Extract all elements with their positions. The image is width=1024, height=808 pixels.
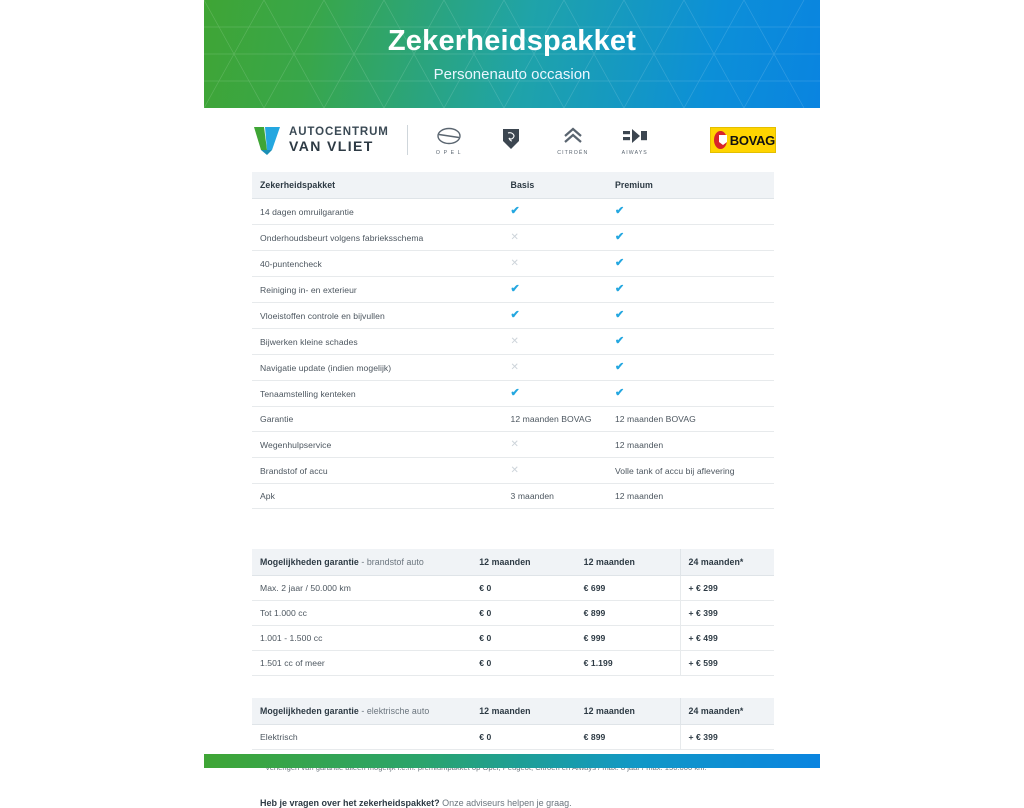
brand-divider <box>407 125 408 155</box>
check-icon: ✔ <box>510 205 520 217</box>
header-basis: Basis <box>503 172 607 199</box>
check-icon: ✔ <box>614 231 625 243</box>
fuel-title-light: - brandstof auto <box>358 556 424 567</box>
check-icon: ✔ <box>614 205 625 217</box>
cross-icon: ✕ <box>510 336 519 347</box>
cell-premium <box>607 251 774 277</box>
header-banner <box>204 0 820 108</box>
cell-premium <box>607 329 774 355</box>
header-feature: Zekerheidspakket <box>252 172 503 199</box>
table-header-row <box>252 172 774 199</box>
cell-label: Tot 1.000 cc <box>252 600 471 625</box>
header-electric-col3: 12 maanden <box>576 698 680 725</box>
electric-warranty-table <box>252 698 774 750</box>
cell-basis <box>503 277 607 303</box>
cross-icon: ✕ <box>510 465 519 476</box>
cross-icon: ✕ <box>510 439 519 450</box>
check-icon: ✔ <box>614 335 625 347</box>
header-electric-col2: 12 maanden <box>471 698 575 725</box>
cell-basis <box>503 225 607 251</box>
cell-label: 1.501 cc of meer <box>252 650 471 675</box>
van-vliet-mark-icon <box>252 124 282 156</box>
cell-feature: Apk <box>252 484 503 509</box>
table-row <box>252 355 774 381</box>
cell-feature: Reiniging in- en exterieur <box>252 277 503 303</box>
cell-feature: Onderhoudsbeurt volgens fabrieksschema <box>252 225 503 251</box>
cell-basis <box>503 251 607 277</box>
check-icon: ✔ <box>510 387 520 399</box>
marque-aiways <box>612 125 658 156</box>
cell-basis <box>503 329 607 355</box>
table-row <box>252 407 774 432</box>
check-icon: ✔ <box>614 283 625 295</box>
cell-feature: Garantie <box>252 407 503 432</box>
electric-title-bold: Mogelijkheden garantie <box>260 705 359 716</box>
footer-bar <box>204 754 820 768</box>
contact-question <box>252 798 774 808</box>
marque-logos <box>426 125 658 156</box>
header-premium: Premium <box>607 172 774 199</box>
contact-question-bold: Heb je vragen over het zekerheidspakket? <box>260 797 440 808</box>
cell-premium: 12 maanden BOVAG <box>607 407 774 432</box>
cell-premium <box>607 381 774 407</box>
fuel-warranty-table <box>252 549 774 676</box>
header-electric-col4: 24 maanden* <box>680 698 774 725</box>
cell-basis <box>503 432 607 458</box>
content-sheet <box>252 172 774 808</box>
page-subtitle: Personenauto occasion <box>433 65 591 83</box>
check-icon: ✔ <box>510 309 520 321</box>
marque-aiways-label: AIWAYS <box>621 149 648 156</box>
cell-feature: Wegenhulpservice <box>252 432 503 458</box>
check-icon: ✔ <box>510 283 520 295</box>
table-spacer-row <box>252 509 774 527</box>
cell-feature: Bijwerken kleine schades <box>252 329 503 355</box>
cell-price-premium: € 1.199 <box>576 650 680 675</box>
bovag-label: BOVAG <box>729 132 775 148</box>
bovag-shield-icon <box>714 131 727 149</box>
citroen-chevrons-icon <box>550 125 596 147</box>
header-fuel-col2: 12 maanden <box>471 549 575 576</box>
cross-icon: ✕ <box>510 258 519 269</box>
dealer-logo <box>252 124 389 156</box>
table-row <box>252 600 774 625</box>
table-header-row <box>252 698 774 725</box>
aiways-logo-icon <box>612 125 658 147</box>
table-row <box>252 303 774 329</box>
brand-row <box>252 118 776 162</box>
cell-premium <box>607 199 774 225</box>
cell-price-extended: + € 299 <box>680 575 774 600</box>
table-row <box>252 575 774 600</box>
header-fuel-col4: 24 maanden* <box>680 549 774 576</box>
check-icon: ✔ <box>614 257 625 269</box>
cell-basis <box>503 303 607 329</box>
cell-price-premium: € 899 <box>576 600 680 625</box>
cell-label: 1.001 - 1.500 cc <box>252 625 471 650</box>
cell-feature: Navigatie update (indien mogelijk) <box>252 355 503 381</box>
marque-citroen <box>550 125 596 156</box>
cell-premium <box>607 355 774 381</box>
cross-icon: ✕ <box>510 362 519 373</box>
table-row <box>252 199 774 225</box>
electric-title-light: - elektrische auto <box>358 705 430 716</box>
section-gap <box>252 527 774 549</box>
cell-feature: Tenaamstelling kenteken <box>252 381 503 407</box>
marque-citroen-label: CITROËN <box>557 149 589 156</box>
cell-basis <box>503 458 607 484</box>
contact-question-light: Onze adviseurs helpen je graag. <box>439 797 572 808</box>
header-fuel-title <box>252 549 471 576</box>
cell-premium <box>607 277 774 303</box>
cell-feature: 40-puntencheck <box>252 251 503 277</box>
cell-basis <box>503 199 607 225</box>
cell-price-basis: € 0 <box>471 625 575 650</box>
cell-label: Max. 2 jaar / 50.000 km <box>252 575 471 600</box>
dealer-name <box>289 126 389 155</box>
dealer-name-line2: VAN VLIET <box>289 137 374 154</box>
dealer-name-line1: AUTOCENTRUM <box>289 125 389 138</box>
cell-basis <box>503 355 607 381</box>
opel-logo-icon <box>426 125 472 147</box>
cell-price-basis: € 0 <box>471 600 575 625</box>
cell-price-basis: € 0 <box>471 650 575 675</box>
table-row <box>252 381 774 407</box>
table-row <box>252 277 774 303</box>
cell-price-premium: € 699 <box>576 575 680 600</box>
header-fuel-col3: 12 maanden <box>576 549 680 576</box>
table-row <box>252 432 774 458</box>
cell-price-extended: + € 399 <box>680 724 774 749</box>
table-header-row <box>252 549 774 576</box>
cell-feature: Vloeistoffen controle en bijvullen <box>252 303 503 329</box>
cell-premium <box>607 303 774 329</box>
table-row <box>252 724 774 749</box>
marque-peugeot <box>488 128 534 153</box>
check-icon: ✔ <box>614 361 625 373</box>
cell-feature: Brandstof of accu <box>252 458 503 484</box>
cell-basis: 3 maanden <box>503 484 607 509</box>
header-left-margin <box>0 0 204 108</box>
header-electric-title <box>252 698 471 725</box>
cell-premium: 12 maanden <box>607 484 774 509</box>
section-gap-2 <box>252 676 774 698</box>
package-table <box>252 172 774 527</box>
table-row <box>252 650 774 675</box>
page-title: Zekerheidspakket <box>387 25 637 57</box>
peugeot-lion-icon <box>488 128 534 150</box>
cell-price-extended: + € 399 <box>680 600 774 625</box>
cell-price-premium: € 999 <box>576 625 680 650</box>
cell-basis <box>503 381 607 407</box>
header-right-margin <box>820 0 1024 108</box>
cross-icon: ✕ <box>510 232 519 243</box>
table-row <box>252 484 774 509</box>
cell-price-basis: € 0 <box>471 575 575 600</box>
cell-price-extended: + € 499 <box>680 625 774 650</box>
table-row <box>252 458 774 484</box>
cell-price-premium: € 899 <box>576 724 680 749</box>
cell-premium: Volle tank of accu bij aflevering <box>607 458 774 484</box>
check-icon: ✔ <box>614 309 625 321</box>
cell-premium <box>607 225 774 251</box>
fuel-title-bold: Mogelijkheden garantie <box>260 556 359 567</box>
marque-opel-label: O P E L <box>435 149 462 156</box>
cell-premium: 12 maanden <box>607 432 774 458</box>
table-row <box>252 225 774 251</box>
check-icon: ✔ <box>614 387 625 399</box>
cell-label: Elektrisch <box>252 724 471 749</box>
cell-feature: 14 dagen omruilgarantie <box>252 199 503 225</box>
table-row <box>252 251 774 277</box>
marque-opel <box>426 125 472 156</box>
cell-price-extended: + € 599 <box>680 650 774 675</box>
bovag-badge <box>710 127 776 153</box>
table-row <box>252 625 774 650</box>
cell-basis: 12 maanden BOVAG <box>503 407 607 432</box>
table-row <box>252 329 774 355</box>
cell-price-basis: € 0 <box>471 724 575 749</box>
